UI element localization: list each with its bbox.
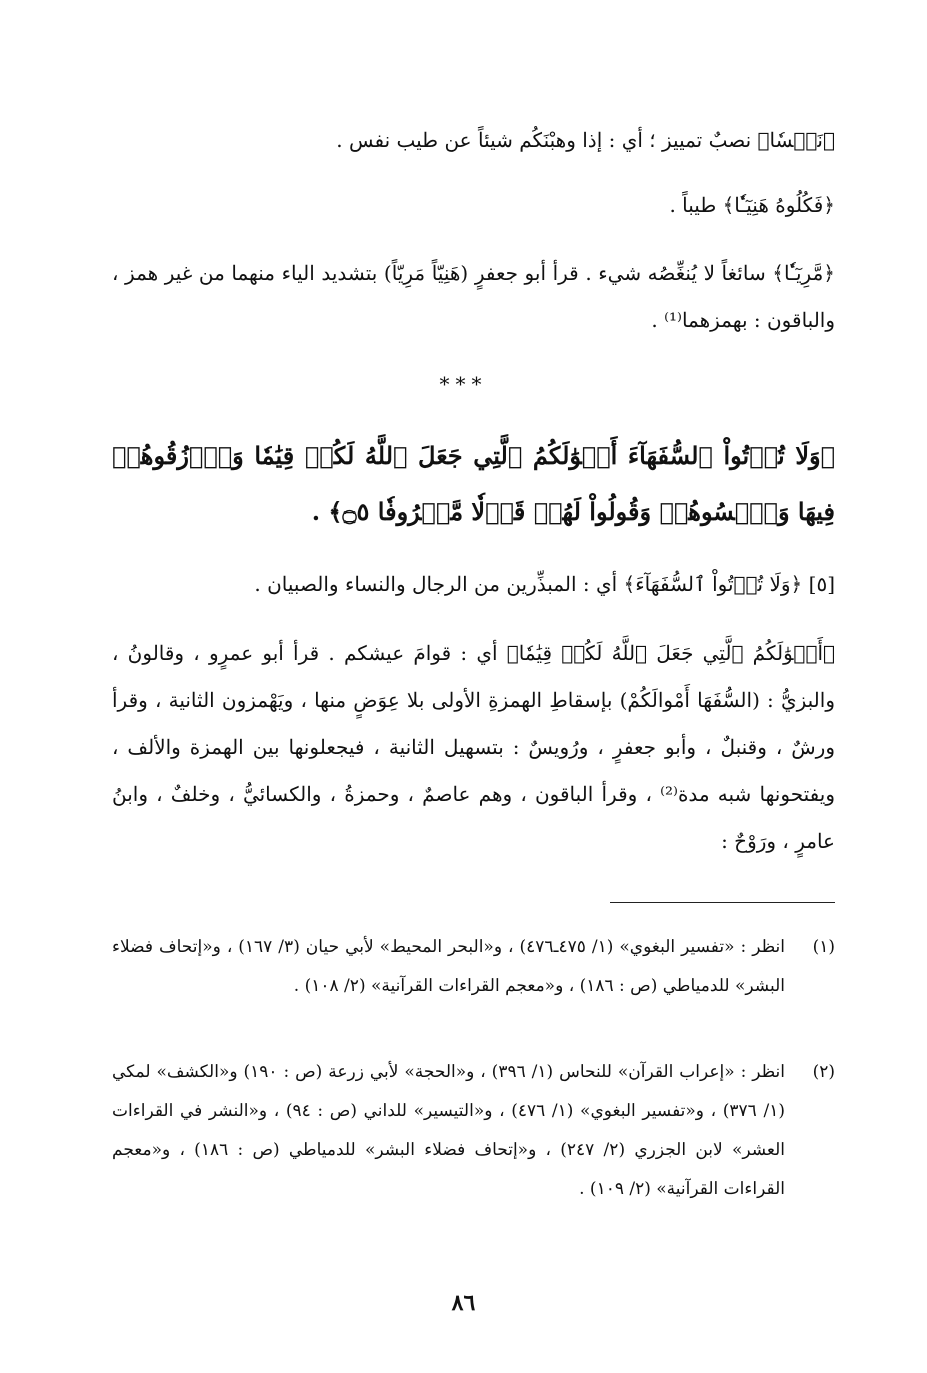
section-separator-stars: *** — [439, 372, 488, 396]
paragraph-nafsan: ﴿نَفۡسٗا﴾ نصبٌ تمييز ؛ أي : إذا وهبْنَكُم شيئاً عن طيب نفس . — [336, 128, 835, 152]
paragraph-verse-5-commentary: [٥] ﴿وَلَا تُؤۡتُواْ ٱلسُّفَهَآءَ﴾ أي : المبذِّرين من الرجال والنساء والصبيان . — [254, 572, 835, 596]
page-number: ٨٦ — [451, 1290, 476, 1316]
footnote-2 — [112, 1053, 835, 1209]
quran-verse-5: ﴿وَلَا تُؤۡتُواْ ٱلسُّفَهَآءَ أَمۡوَٰلَكُمُ ٱلَّتِي جَعَلَ ٱللَّهُ لَكُمۡ قِيَٰمٗا وَٱرۡزُقُوهُمۡ فِيهَا وَٱكۡسُوهُمۡ وَقُولُواْ لَهُمۡ قَوۡلٗا مَّعۡرُوفٗا ۝٥﴾ . — [112, 441, 835, 526]
paragraph-readings: ﴿أَمۡوَٰلَكُمُ ٱلَّتِي جَعَلَ ٱللَّهُ لَكُمۡ قِيَٰمٗا﴾ أي : قوامَ عيشكم . قرأ أبو عمرٍو ، وقالونُ ، والبزيُّ : (السُّفَهَا أَمْوالَكُمْ) بإسقاطِ الهمزةِ الأولى بلا عِوَضٍ منها ، ويَهْمزون الثانية ، وقرأ ورشٌ ، وقنبلٌ ، وأبو جعفرٍ ، ورُويسٌ : بتسهيل الثانية ، فيجعلونها بين الهمزة والألف ، ويفتحونها شبه مدة⁽²⁾ ، وقرأ الباقون ، وهم عاصمٌ ، وحمزةُ ، والكسائيُّ ، وخلفٌ ، وابنُ عامرٍ ، ورَوْحٌ : — [112, 641, 835, 853]
footnote-divider — [610, 902, 835, 903]
footnote-number: (١) — [812, 937, 835, 957]
paragraph-fakuluhu: ﴿فَكُلُوهُ هَنِيٓـٔٗا﴾ طيباً . — [669, 193, 835, 217]
footnote-text: انظر : «إعراب القرآن» للنحاس (١/ ٣٩٦) ، و«الحجة» لأبي زرعة (ص : ١٩٠) و«الكشف» لمكي (١/ ٣٧٦) ، و«تفسير البغوي» (١/ ٤٧٦) ، و«التيسير» للداني (ص : ٩٤) ، و«النشر في القراءات العشر» لابن الجزري (٢/ ٢٤٧) ، و«إتحاف فضلاء البشر» للدمياطي (ص : ١٨٦) ، و«معجم القراءات القرآنية» (٢/ ١٠٩) . — [112, 1062, 785, 1199]
footnote-text: انظر : «تفسير البغوي» (١/ ٤٧٥ـ٤٧٦) ، و«البحر المحيط» لأبي حيان (٣/ ١٦٧) ، و«إتحاف فضلاء البشر» للدمياطي (ص : ١٨٦) ، و«معجم القراءات القرآنية» (٢/ ١٠٨) . — [112, 937, 785, 996]
paragraph-mariyya: ﴿مَّرِيٓـٔٗا﴾ سائغاً لا يُنغِّصُه شيء . قرأ أبو جعفرٍ (هَنِيّاً مَرِيّاً) بتشديد الياء منهما من غير همز ، والباقون : بهمزهما⁽¹⁾ . — [112, 261, 835, 332]
footnote-1 — [112, 928, 835, 1006]
footnote-number: (٢) — [812, 1062, 835, 1082]
